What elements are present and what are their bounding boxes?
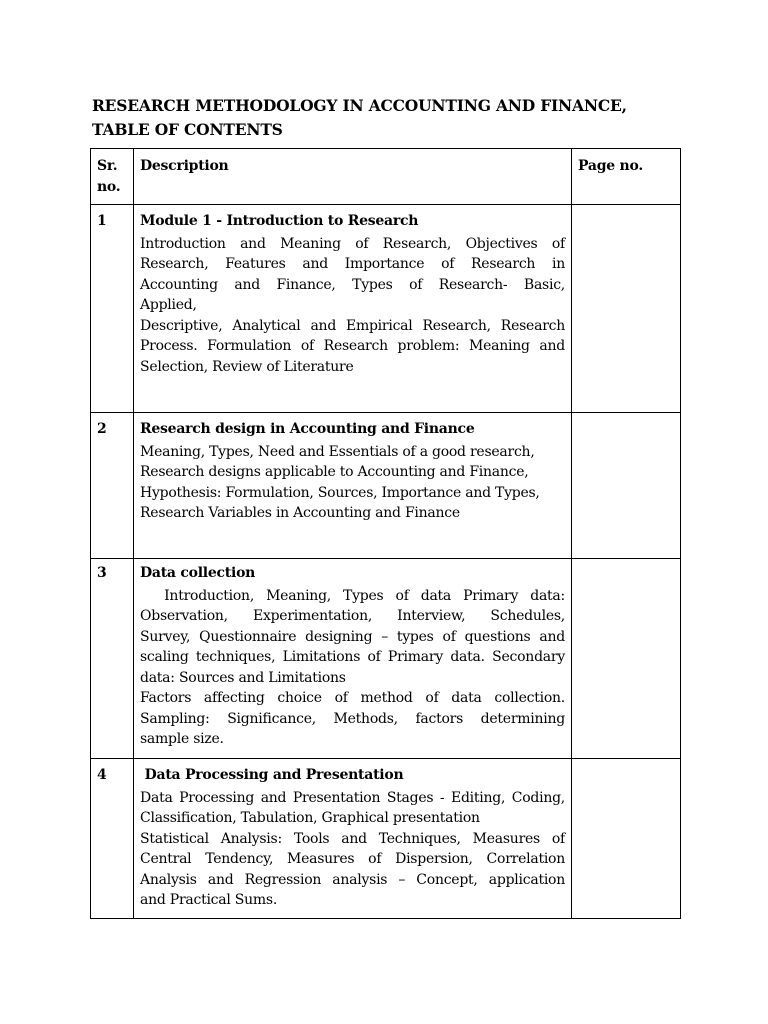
row-page-number	[572, 205, 681, 413]
row-description	[134, 559, 572, 759]
table-header-row	[91, 149, 681, 205]
document-title	[92, 94, 712, 142]
module-title: Module 1 - Introduction to Research	[140, 213, 419, 229]
table-row	[91, 759, 681, 919]
table-row	[91, 559, 681, 759]
table-row	[91, 413, 681, 559]
header-description: Description	[134, 149, 572, 205]
table-row	[91, 205, 681, 413]
module-line: Research designs applicable to Accounting and Finance,	[140, 464, 529, 480]
module-line: Observation, Experimentation, Interview, Schedules,	[140, 608, 565, 624]
header-sr-no: Sr. no.	[91, 149, 134, 205]
module-line: Classification, Tabulation, Graphical presentation	[140, 810, 480, 826]
row-page-number	[572, 759, 681, 919]
module-line: Introduction and Meaning of Research, Objectives of	[140, 235, 565, 252]
header-page-no: Page no.	[572, 149, 681, 205]
module-body	[140, 234, 565, 378]
row-page-number	[572, 413, 681, 559]
module-title: Data collection	[140, 565, 256, 581]
module-body	[140, 442, 565, 524]
module-line: and Practical Sums.	[140, 892, 278, 908]
row-description	[134, 759, 572, 919]
module-line: Meaning, Types, Need and Essentials of a good research,	[140, 443, 535, 460]
module-line: sample size.	[140, 731, 224, 747]
module-line: Research Variables in Accounting and Finance	[140, 505, 460, 521]
row-page-number	[572, 559, 681, 759]
module-line: Sampling: Significance, Methods, factors determining	[140, 710, 565, 727]
row-description	[134, 413, 572, 559]
module-line: scaling techniques, Limitations of Primary data. Secondary	[140, 649, 565, 665]
module-line: Hypothesis: Formulation, Sources, Importance and Types,	[140, 484, 540, 501]
row-sr-number: 2	[91, 413, 134, 559]
module-line: Applied,	[140, 297, 197, 313]
title-line-1: RESEARCH METHODOLOGY IN ACCOUNTING AND FINANCE,	[92, 96, 627, 115]
module-body	[140, 788, 565, 911]
module-line: Factors affecting choice of method of data collection.	[140, 690, 565, 706]
module-line: Research, Features and Importance of Research in	[140, 256, 565, 272]
row-description	[134, 205, 572, 413]
module-title: Data Processing and Presentation	[140, 767, 404, 783]
row-sr-number: 3	[91, 559, 134, 759]
module-line: Survey, Questionnaire designing – types of questions and	[140, 628, 565, 645]
module-title: Research design in Accounting and Finance	[140, 421, 475, 437]
module-line: Analysis and Regression analysis – Concept, application	[140, 871, 565, 888]
module-body	[140, 586, 565, 750]
module-line: Introduction, Meaning, Types of data Primary data:	[140, 587, 565, 604]
title-line-2: TABLE OF CONTENTS	[92, 120, 283, 139]
row-sr-number: 1	[91, 205, 134, 413]
module-line: Central Tendency, Measures of Dispersion, Correlation	[140, 851, 565, 867]
row-sr-number: 4	[91, 759, 134, 919]
module-line: Data Processing and Presentation Stages - Editing, Coding,	[140, 789, 565, 806]
module-line: Process. Formulation of Research problem: Meaning and	[140, 338, 565, 354]
module-line: Accounting and Finance, Types of Research- Basic,	[140, 276, 565, 293]
module-line: Selection, Review of Literature	[140, 358, 354, 375]
module-line: data: Sources and Limitations	[140, 669, 346, 686]
module-line: Descriptive, Analytical and Empirical Research, Research	[140, 317, 565, 334]
contents-table	[90, 148, 681, 919]
module-line: Statistical Analysis: Tools and Techniques, Measures of	[140, 830, 565, 847]
